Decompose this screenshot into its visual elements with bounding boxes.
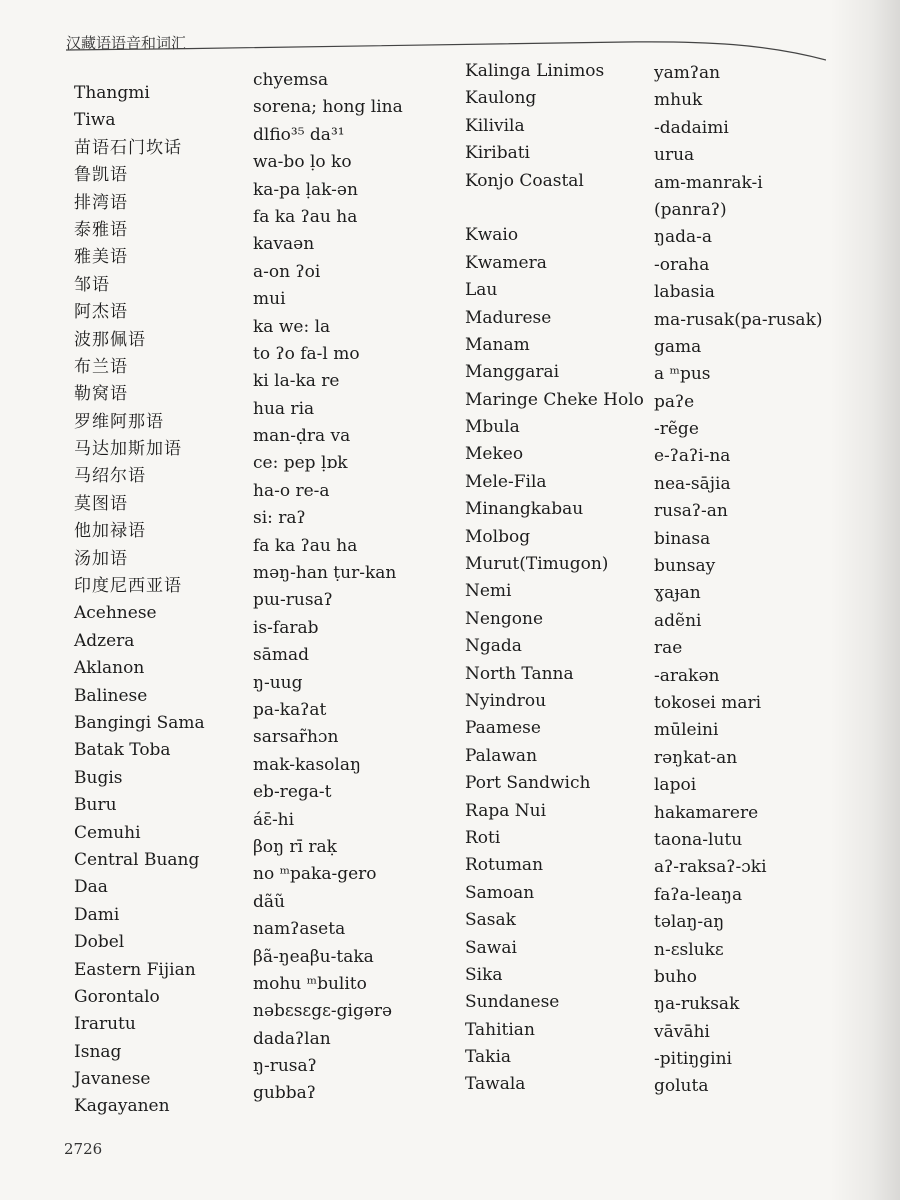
word-form: ma-rusak(pa-rusak) (654, 309, 823, 330)
language-name: Murut(Timugon) (465, 554, 609, 575)
language-name: Lau (465, 280, 498, 301)
language-name: Tahitian (465, 1019, 535, 1040)
language-name: Adzera (74, 630, 135, 651)
word-form: dadaʔlan (253, 1028, 331, 1049)
language-name: 马达加斯加语 (74, 439, 182, 460)
word-form: -oraha (654, 254, 710, 275)
language-name: 排湾语 (74, 192, 128, 213)
word-form: mui (253, 289, 286, 310)
word-form: βoŋ rī raḳ (253, 836, 337, 857)
word-form: mohu ᵐbulito (253, 973, 367, 994)
word-form: təlaŋ-aŋ (654, 912, 725, 933)
row-spacer (465, 195, 644, 222)
language-name: 阿杰语 (74, 302, 128, 323)
language-name: Buru (74, 795, 117, 816)
language-name: Maringe Cheke Holo (465, 389, 644, 410)
language-name: Palawan (465, 745, 538, 766)
language-name: 布兰语 (74, 356, 128, 377)
right-word-column (654, 60, 823, 1101)
word-form: hua ria (253, 398, 315, 419)
word-form: chyemsa (253, 70, 329, 90)
page-number: 2726 (64, 1140, 103, 1158)
language-name: Molbog (465, 526, 531, 547)
language-name: Rotuman (465, 855, 544, 876)
language-name: Sika (465, 964, 503, 985)
language-name: Kaulong (465, 88, 537, 109)
language-name: 莫图语 (74, 493, 128, 514)
left-word-column (253, 67, 403, 1108)
word-form: gama (654, 336, 702, 357)
language-name: 汤加语 (74, 548, 128, 569)
word-form: -rẽge (654, 419, 699, 440)
word-form: namʔaseta (253, 919, 346, 940)
language-name: 印度尼西亚语 (74, 576, 182, 597)
word-form: ki la-ka re (253, 371, 340, 392)
language-name: Aklanon (74, 658, 145, 679)
word-form: tokosei mari (654, 692, 762, 713)
word-form: ce: pep ḷɒk (253, 453, 348, 474)
word-form: is-farab (253, 617, 319, 638)
language-name: Samoan (465, 882, 535, 903)
language-name: Central Buang (74, 849, 200, 870)
language-name: Takia (465, 1047, 512, 1068)
word-form: to ʔo fa-l mo (253, 343, 360, 364)
word-form: nea-sājia (654, 473, 731, 494)
word-form: am-manrak-i (654, 172, 763, 193)
word-form: no ᵐpaka-gero (253, 864, 377, 885)
language-name: Irarutu (74, 1014, 136, 1035)
language-name: Kalinga Linimos (465, 61, 605, 81)
word-form: yamʔan (654, 63, 721, 83)
word-form: ka we: la (253, 316, 331, 337)
word-form: ŋa-ruksak (654, 994, 740, 1015)
word-form: faʔa-leaŋa (654, 884, 743, 905)
language-name: Nyindrou (465, 690, 547, 711)
word-form: ŋada-a (654, 227, 712, 248)
word-form: áɛ̄-hi (253, 809, 295, 830)
word-form: gubbaʔ (253, 1083, 316, 1104)
language-name: Gorontalo (74, 986, 160, 1007)
word-form: buho (654, 966, 698, 987)
word-form: ɣaɟan (654, 583, 701, 604)
word-form: ŋ-uug (253, 672, 303, 693)
word-form: ha-o re-a (253, 480, 330, 501)
language-name: Mele-Fila (465, 471, 547, 492)
word-form: dãũ (253, 891, 285, 912)
word-form: urua (654, 145, 695, 166)
word-form: a ᵐpus (654, 364, 711, 385)
language-name: Javanese (74, 1069, 151, 1090)
word-form: dlfio³⁵ da³¹ (253, 124, 345, 145)
word-form: fa ka ʔau ha (253, 535, 358, 556)
language-name: Roti (465, 827, 501, 848)
language-name: Batak Toba (74, 740, 171, 761)
language-name: 勒窝语 (74, 384, 128, 405)
language-name: Madurese (465, 307, 552, 328)
word-form: ka-pa ḷak-ən (253, 179, 358, 200)
word-form: n-ɛslukɛ (654, 939, 724, 960)
word-form: nəbɛsɛgɛ-gigərə (253, 1001, 393, 1022)
word-form: lapoi (654, 775, 697, 796)
language-name: Nemi (465, 581, 512, 602)
language-name: 邹语 (74, 274, 110, 295)
word-form: -dadaimi (654, 117, 729, 138)
right-language-column (465, 58, 644, 1099)
language-name: Isnag (74, 1041, 122, 1062)
language-name: Rapa Nui (465, 800, 547, 821)
language-name: Paamese (465, 718, 541, 739)
word-form: mak-kasolaŋ (253, 754, 361, 775)
word-form: aʔ-raksaʔ-ɔki (654, 857, 767, 878)
language-name: Bugis (74, 767, 123, 788)
language-name: Acehnese (74, 603, 157, 624)
word-form: eb-rega-t (253, 782, 332, 803)
language-name: Tawala (465, 1074, 526, 1095)
word-form: kavaən (253, 234, 315, 255)
language-name: Kilivila (465, 115, 525, 136)
language-name: 波那佩语 (74, 329, 146, 350)
language-name: Eastern Fijian (74, 959, 196, 980)
language-name: Sawai (465, 937, 517, 958)
language-name: Dobel (74, 932, 125, 953)
language-name: 雅美语 (74, 247, 128, 268)
language-name: Manam (465, 334, 530, 355)
word-form: ŋ-rusaʔ (253, 1056, 317, 1077)
language-name: North Tanna (465, 663, 574, 684)
language-name: Minangkabau (465, 499, 584, 520)
language-name: Kwamera (465, 252, 547, 273)
language-name: Bangingi Sama (74, 712, 205, 733)
language-name: Ngada (465, 636, 522, 657)
language-name: Daa (74, 877, 108, 898)
word-form: pɯ-rusaʔ (253, 590, 333, 611)
language-name: 泰雅语 (74, 219, 128, 240)
language-name: Kagayanen (74, 1096, 170, 1117)
word-form: vāvāhi (654, 1021, 710, 1042)
word-form: si: raʔ (253, 508, 306, 529)
language-name: Tiwa (74, 110, 116, 131)
language-name: Port Sandwich (465, 773, 591, 794)
language-name: Konjo Coastal (465, 170, 584, 191)
language-name: Manggarai (465, 362, 560, 383)
word-form: hakamarere (654, 802, 759, 823)
word-form: e-ʔaʔi-na (654, 446, 731, 467)
word-form: taona-lutu (654, 829, 743, 850)
language-name: 罗维阿那语 (74, 411, 164, 432)
language-name: Mbula (465, 417, 520, 438)
language-name: 他加禄语 (74, 521, 146, 542)
word-form: rae (654, 638, 683, 659)
left-language-column (74, 80, 205, 1121)
word-form: sāmad (253, 645, 309, 666)
word-form: goluta (654, 1076, 709, 1097)
word-form: binasa (654, 528, 711, 549)
language-name: 鲁凯语 (74, 165, 128, 186)
word-form: βã-ŋeaβu-taka (253, 946, 374, 967)
word-form: adẽni (654, 610, 702, 631)
word-form: rəŋkat-an (654, 747, 738, 768)
language-name: Balinese (74, 685, 148, 706)
language-name: Sundanese (465, 992, 560, 1013)
word-form: pa-kaʔat (253, 699, 327, 720)
word-form: fa ka ʔau ha (253, 206, 358, 227)
word-form: sarsar̃hɔn (253, 727, 339, 748)
word-form: wa-bo ḷo ko (253, 152, 352, 173)
word-form: sorena; hong lina (253, 97, 403, 118)
language-name: Dami (74, 904, 120, 925)
word-form: man-ḍra va (253, 426, 351, 447)
language-name: Thangmi (74, 83, 150, 103)
word-form: mhuk (654, 90, 703, 111)
running-header: 汉藏语语音和词汇 (66, 34, 187, 52)
language-name: Kwaio (465, 225, 519, 246)
word-form: rusaʔ-an (654, 501, 728, 522)
word-form: labasia (654, 282, 715, 303)
word-form: a-on ʔoi (253, 261, 321, 282)
word-form: məŋ-han ṭur-kan (253, 563, 397, 584)
word-form: bunsay (654, 556, 716, 577)
language-name: Mekeo (465, 444, 524, 465)
word-form: (panraʔ) (654, 199, 727, 220)
language-name: Cemuhi (74, 822, 141, 843)
word-form: -pitiŋgini (654, 1049, 732, 1070)
language-name: 马绍尔语 (74, 466, 146, 487)
language-name: Sasak (465, 910, 516, 931)
language-name: 苗语石门坎话 (74, 137, 182, 158)
page-edge-shadow (830, 0, 900, 1200)
word-form: -arakən (654, 665, 720, 686)
word-form: paʔe (654, 391, 695, 412)
language-name: Kiribati (465, 143, 530, 164)
word-form: mūleini (654, 720, 719, 741)
language-name: Nengone (465, 608, 544, 629)
